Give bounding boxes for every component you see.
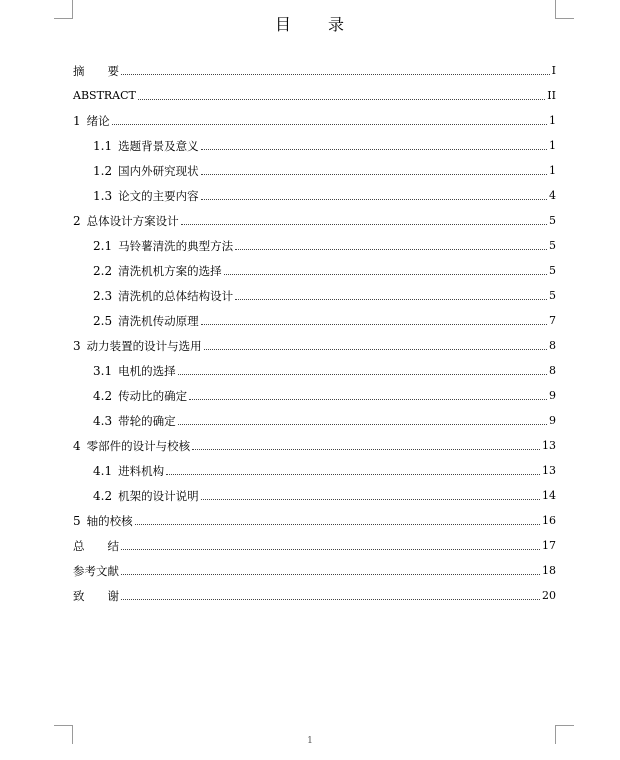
- toc-entry-label: ABSTRACT: [73, 89, 136, 102]
- toc-entry-page: 13: [542, 464, 556, 477]
- toc-entry[interactable]: [73, 303, 556, 328]
- toc-entry-label: 零部件的设计与校核: [86, 439, 191, 453]
- dot-leader: [121, 548, 540, 550]
- toc-entry-number: 1.1: [93, 139, 113, 153]
- toc-entry-label: 轴的校核: [86, 514, 133, 528]
- dot-leader: [189, 398, 547, 400]
- toc-entry-label: 摘 要: [73, 64, 119, 78]
- toc-entry-label: 总 结: [73, 539, 119, 553]
- toc-entry[interactable]: [73, 228, 556, 253]
- toc-entry[interactable]: [73, 353, 556, 378]
- toc-entry-page: 5: [549, 214, 556, 227]
- toc-entry-number: 2.3: [93, 289, 113, 303]
- toc-entry-number: 5: [73, 514, 81, 528]
- toc-entry-label: 进料机构: [118, 464, 165, 478]
- toc-entry-label: 国内外研究现状: [118, 164, 199, 178]
- toc-entry-page: 13: [542, 439, 556, 452]
- toc-entry-number: 4.2: [93, 389, 113, 403]
- dot-leader: [121, 598, 540, 600]
- toc-entry[interactable]: [73, 453, 556, 478]
- toc-entry-number: 1.3: [93, 189, 113, 203]
- toc-entry-number: 2.5: [93, 314, 113, 328]
- toc-entry[interactable]: [73, 253, 556, 278]
- toc-entry[interactable]: [73, 278, 556, 303]
- dot-leader: [181, 223, 547, 225]
- dot-leader: [204, 348, 547, 350]
- toc-entry-label: 动力装置的设计与选用: [86, 339, 202, 353]
- toc-entry[interactable]: [73, 528, 556, 553]
- dot-leader: [201, 498, 540, 500]
- toc-entry[interactable]: [73, 478, 556, 503]
- dot-leader: [178, 373, 547, 375]
- page-number: 1: [307, 736, 313, 746]
- toc-entry-number: 2.1: [93, 239, 113, 253]
- dot-leader: [178, 423, 547, 425]
- toc-entry-label: 带轮的确定: [118, 414, 176, 428]
- toc-entry-page: 5: [549, 289, 556, 302]
- dot-leader: [192, 448, 540, 450]
- toc-title-right: 录: [328, 15, 346, 34]
- toc-entry-label: 致 谢: [73, 589, 119, 603]
- toc-entry-page: 1: [549, 139, 556, 152]
- toc-entry-page: 7: [549, 314, 556, 327]
- toc-entry-label: 传动比的确定: [118, 389, 188, 403]
- toc-entry-page: II: [547, 89, 556, 102]
- toc-entry-page: 16: [542, 514, 556, 527]
- toc-entry-number: 2: [73, 214, 81, 228]
- toc-entry-page: 17: [542, 539, 556, 552]
- dot-leader: [224, 273, 547, 275]
- toc-entry-number: 4.3: [93, 414, 113, 428]
- toc-entry-page: I: [551, 64, 556, 77]
- toc-entry-number: 1.2: [93, 164, 113, 178]
- dot-leader: [201, 173, 547, 175]
- toc-entry-number: 2.2: [93, 264, 113, 278]
- toc-entry-number: 1: [73, 114, 81, 128]
- dot-leader: [201, 323, 547, 325]
- toc-entry[interactable]: [73, 153, 556, 178]
- toc-entry[interactable]: [73, 428, 556, 453]
- toc-entry-label: 清洗机传动原理: [118, 314, 199, 328]
- toc-entry-page: 4: [549, 189, 556, 202]
- toc-entry-label: 总体设计方案设计: [86, 214, 179, 228]
- toc-entry[interactable]: [73, 328, 556, 353]
- toc-entry-label: 电机的选择: [118, 364, 176, 378]
- toc-entry-label: 马铃薯清洗的典型方法: [118, 239, 234, 253]
- toc-entry-page: 5: [549, 264, 556, 277]
- toc-entry-page: 9: [549, 414, 556, 427]
- toc-entry-page: 1: [549, 114, 556, 127]
- dot-leader: [138, 98, 545, 100]
- dot-leader: [121, 573, 540, 575]
- dot-leader: [166, 473, 540, 475]
- toc-title-left: 目: [274, 15, 292, 34]
- toc-entry-number: 4.2: [93, 489, 113, 503]
- dot-leader: [235, 298, 547, 300]
- toc-entry-number: 3.1: [93, 364, 113, 378]
- toc-entry[interactable]: [73, 128, 556, 153]
- toc-entry[interactable]: [73, 78, 556, 103]
- dot-leader: [201, 148, 547, 150]
- toc-entry-label: 绪论: [86, 114, 110, 128]
- toc-entry[interactable]: [73, 53, 556, 78]
- toc-entry-page: 14: [542, 489, 556, 502]
- toc-entry[interactable]: [73, 203, 556, 228]
- toc-entry-page: 20: [542, 589, 556, 602]
- toc-entry-label: 机架的设计说明: [118, 489, 199, 503]
- dot-leader: [135, 523, 540, 525]
- toc-entry[interactable]: [73, 103, 556, 128]
- toc-entry-page: 8: [549, 364, 556, 377]
- toc-entry-page: 18: [542, 564, 556, 577]
- toc-entry[interactable]: [73, 378, 556, 403]
- toc-entry-page: 5: [549, 239, 556, 252]
- dot-leader: [235, 248, 547, 250]
- toc-entry-page: 1: [549, 164, 556, 177]
- toc-entry-page: 8: [549, 339, 556, 352]
- toc-entry-number: 4: [73, 439, 81, 453]
- toc-entry[interactable]: [73, 553, 556, 578]
- toc-entry[interactable]: [73, 578, 556, 603]
- toc-entry[interactable]: [73, 178, 556, 203]
- toc-entry[interactable]: [73, 503, 556, 528]
- toc-entry-number: 4.1: [93, 464, 113, 478]
- dot-leader: [112, 123, 547, 125]
- toc-entry-number: 3: [73, 339, 81, 353]
- dot-leader: [121, 73, 550, 75]
- toc-entry-label: 清洗机机方案的选择: [118, 264, 222, 278]
- toc-entry-label: 论文的主要内容: [118, 189, 199, 203]
- dot-leader: [201, 198, 547, 200]
- toc-entry-label: 选题背景及意义: [118, 139, 199, 153]
- toc-title: [0, 12, 620, 35]
- toc-entry-label: 参考文献: [73, 564, 119, 578]
- toc-entry-page: 9: [549, 389, 556, 402]
- toc-entry-label: 清洗机的总体结构设计: [118, 289, 234, 303]
- toc-entry[interactable]: [73, 403, 556, 428]
- table-of-contents: [73, 53, 556, 603]
